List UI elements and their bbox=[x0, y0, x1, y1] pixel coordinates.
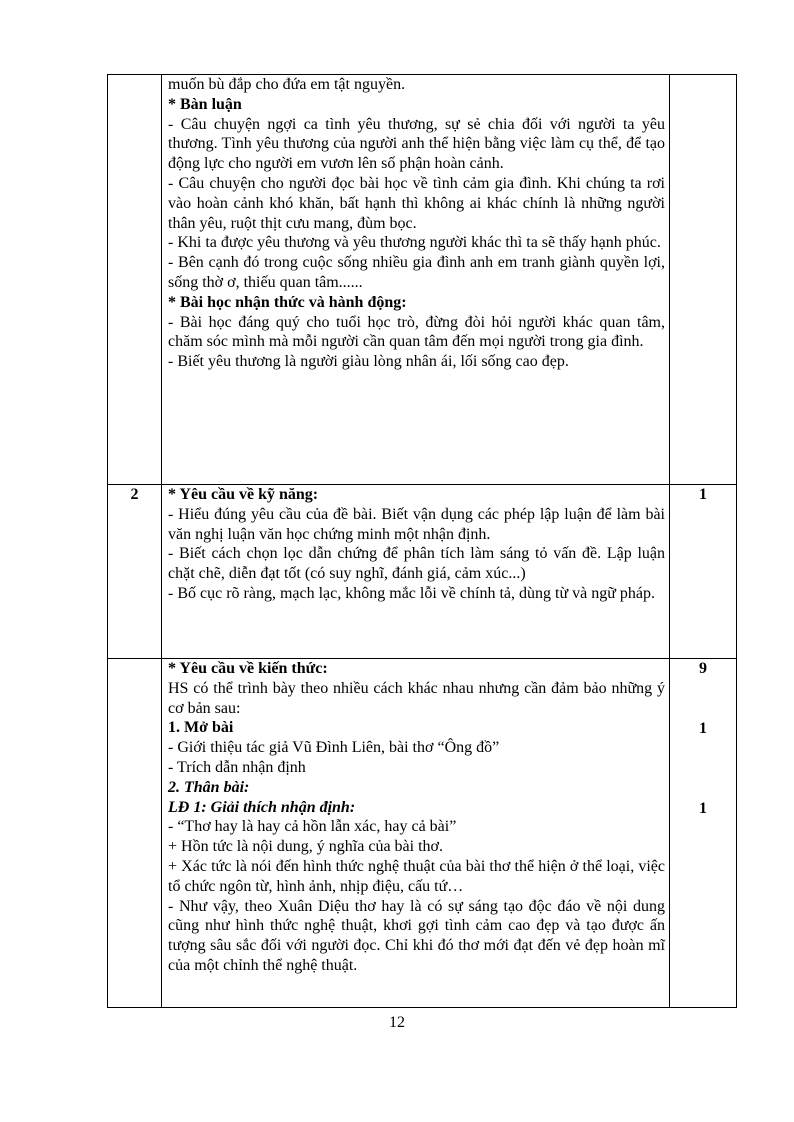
score-cell bbox=[670, 75, 737, 485]
content-line: 1. Mở bài bbox=[168, 719, 234, 737]
content-line: - Như vậy, theo Xuân Diệu thơ hay là có sự sáng tạo độc đáo về nội dung cũng như hình thức nghệ thuật, khơi gợi tình cảm cao đẹp và tạo được ấn tượng sâu sắc đối với người đọc. Chỉ khi đó thơ mới đạt đến vẻ đẹp hoàn mĩ của một chỉnh thể nghệ thuật. bbox=[168, 897, 665, 974]
content-line: - Bên cạnh đó trong cuộc sống nhiều gia đình anh em tranh giành quyền lợi, sống thờ ơ, thiếu quan tâm...... bbox=[168, 254, 665, 291]
content-line: - Bố cục rõ ràng, mạch lạc, không mắc lỗi về chính tả, dùng từ và ngữ pháp. bbox=[168, 584, 655, 602]
score-knowledge: 9 bbox=[699, 660, 707, 677]
content-line: LĐ 1: Giải thích nhận định: bbox=[168, 798, 356, 816]
content-line: * Yêu cầu về kỹ năng: bbox=[168, 486, 319, 503]
content-line: HS có thể trình bày theo nhiều cách khác nhau nhưng cần đảm bảo những ý cơ bản sau: bbox=[168, 679, 665, 717]
content-line: * Bàn luận bbox=[168, 95, 242, 113]
content-line: * Bài học nhận thức và hành động: bbox=[168, 293, 407, 311]
content-line: * Yêu cầu về kiến thức: bbox=[168, 660, 328, 677]
content-line: + Hồn tức là nội dung, ý nghĩa của bài thơ. bbox=[168, 838, 443, 856]
stt-cell bbox=[108, 75, 162, 485]
content-line: - Câu chuyện ngợi ca tình yêu thương, sự sẻ chia đối với người ta yêu thương. Tình yêu thương của người anh thể hiện bằng việc làm cụ thể, để tạo động lực cho người em vươn lên số phận hoàn cảnh. bbox=[168, 115, 665, 173]
table-row bbox=[108, 485, 737, 659]
content-line: - Giới thiệu tác giả Vũ Đình Liên, bài thơ “Ông đồ” bbox=[168, 739, 500, 757]
content-line: - Bài học đáng quý cho tuổi học trò, đừng đòi hỏi người khác quan tâm, chăm sóc mình mà mỗi người cần quan tâm đến mọi người trong gia đình. bbox=[168, 313, 665, 351]
content-line: - Khi ta được yêu thương và yêu thương người khác thì ta sẽ thấy hạnh phúc. bbox=[168, 234, 661, 252]
page-number: 12 bbox=[389, 1014, 405, 1031]
content-line: - Trích dẫn nhận định bbox=[168, 758, 306, 776]
score-intro: 1 bbox=[699, 720, 707, 737]
content-cell bbox=[162, 75, 670, 485]
content-line: + Xác tức là nói đến hình thức nghệ thuật của bài thơ thể hiện ở thể loại, việc tổ chức ngôn từ, hình ảnh, nhịp điệu, cấu tứ… bbox=[168, 857, 665, 895]
stt-cell: 2 bbox=[108, 485, 162, 659]
score-cell bbox=[670, 659, 737, 1008]
score-cell: 1 bbox=[670, 485, 737, 659]
content-line: - Biết cách chọn lọc dẫn chứng để phân tích làm sáng tỏ vấn đề. Lập luận chặt chẽ, diễn đạt tốt (có suy nghĩ, đánh giá, cảm xúc...) bbox=[168, 545, 665, 583]
content-line: - Hiểu đúng yêu cầu của đề bài. Biết vận dụng các phép lập luận để làm bài văn nghị luận văn học chứng minh một nhận định. bbox=[168, 505, 665, 543]
content-line: muốn bù đắp cho đứa em tật nguyền. bbox=[168, 76, 406, 93]
content-line: - Biết yêu thương là người giàu lòng nhân ái, lối sống cao đẹp. bbox=[168, 353, 569, 371]
answer-table bbox=[107, 74, 737, 1008]
table-row bbox=[108, 75, 737, 485]
content-line: - Câu chuyện cho người đọc bài học về tình cảm gia đình. Khi chúng ta rơi vào hoàn cảnh khó khăn, bất hạnh thì không ai khác chính là những người thân yêu, ruột thịt cưu mang, đùm bọc. bbox=[168, 174, 665, 232]
content-cell bbox=[162, 659, 670, 1008]
score-explain: 1 bbox=[699, 800, 707, 817]
stt-cell bbox=[108, 659, 162, 1008]
content-cell bbox=[162, 485, 670, 659]
content-line: 2. Thân bài: bbox=[168, 778, 250, 796]
table-row bbox=[108, 659, 737, 1008]
content-line: - “Thơ hay là hay cả hồn lẫn xác, hay cả bài” bbox=[168, 818, 457, 836]
